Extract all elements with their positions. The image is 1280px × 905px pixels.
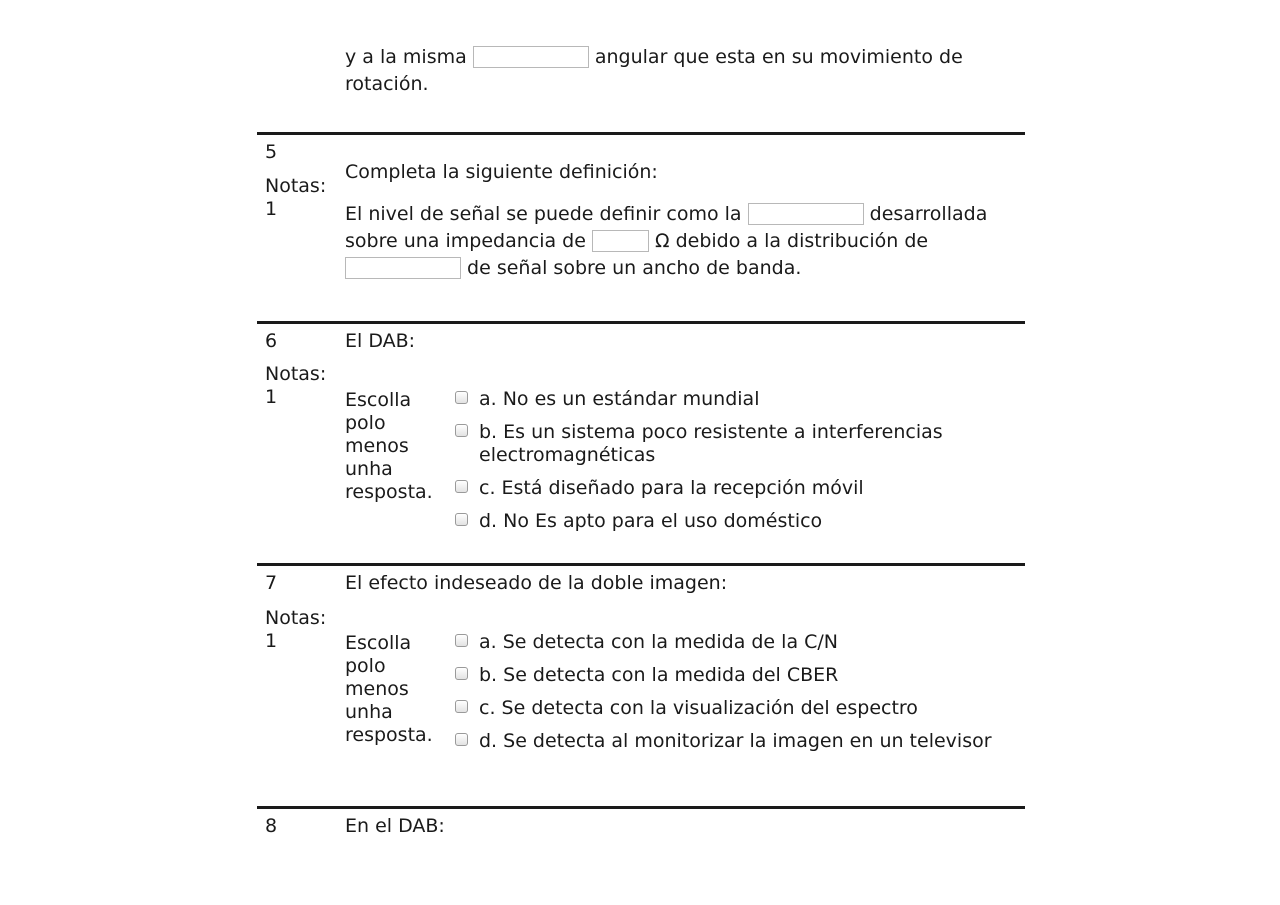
marks-value: 1	[265, 386, 278, 408]
answer-options	[455, 388, 1025, 543]
fill-blank-impedance-input[interactable]	[592, 230, 649, 252]
option-label: b. Es un sistema poco resistente a interferencias electromagnéticas	[479, 421, 943, 466]
fill-text-part-4: de señal sobre un ancho de banda.	[467, 257, 802, 279]
answer-option-d[interactable]	[455, 510, 1025, 533]
fill-text-part-2: desarrollada sobre una impedancia de	[345, 203, 988, 252]
checkbox-icon[interactable]	[455, 634, 468, 647]
marks-value: 1	[265, 630, 278, 652]
marks-label: Notas:	[265, 363, 327, 385]
fill-text-part-3: Ω debido a la distribución de	[655, 230, 929, 252]
question-8	[257, 806, 1025, 904]
answer-prompt: Escolla polo menos unha resposta.	[345, 632, 433, 746]
option-label: d. No Es apto para el uso doméstico	[479, 510, 823, 532]
option-label: b. Se detecta con la medida del CBER	[479, 664, 839, 686]
fill-blank-distribution-input[interactable]	[345, 257, 461, 279]
answer-option-b[interactable]	[455, 664, 1025, 687]
question-5	[257, 132, 1025, 320]
question-text: El efecto indeseado de la doble imagen:	[345, 572, 728, 594]
question-7	[257, 563, 1025, 806]
answer-option-d[interactable]	[455, 730, 1025, 753]
checkbox-icon[interactable]	[455, 667, 468, 680]
option-label: a. No es un estándar mundial	[479, 388, 760, 410]
answer-options	[455, 631, 1025, 763]
checkbox-icon[interactable]	[455, 733, 468, 746]
question-4-fragment	[345, 44, 1015, 98]
fill-text-part-1: El nivel de señal se puede definir como la	[345, 203, 742, 225]
answer-option-b[interactable]	[455, 421, 1025, 467]
question-text: En el DAB:	[345, 815, 445, 837]
definition-fill-text	[345, 201, 1025, 282]
fill-blank-power-input[interactable]	[748, 203, 864, 225]
fragment-blank-input[interactable]	[473, 46, 589, 68]
checkbox-icon[interactable]	[455, 513, 468, 526]
answer-option-c[interactable]	[455, 697, 1025, 720]
marks-value: 1	[265, 198, 278, 220]
option-label: a. Se detecta con la medida de la C/N	[479, 631, 839, 653]
checkbox-icon[interactable]	[455, 391, 468, 404]
answer-prompt: Escolla polo menos unha resposta.	[345, 389, 433, 503]
fragment-text-before: y a la misma	[345, 46, 467, 68]
question-number: 7	[265, 572, 278, 594]
marks-label: Notas:	[265, 607, 327, 629]
answer-option-c[interactable]	[455, 477, 1025, 500]
checkbox-icon[interactable]	[455, 700, 468, 713]
option-label: c. Está diseñado para la recepción móvil	[479, 477, 864, 499]
answer-option-a[interactable]	[455, 388, 1025, 411]
question-number: 6	[265, 330, 278, 352]
marks-label: Notas:	[265, 175, 327, 197]
question-text: El DAB:	[345, 330, 416, 352]
fragment-text-after: angular que esta en su movimiento de rotación.	[345, 46, 963, 95]
question-number: 5	[265, 141, 278, 163]
question-6	[257, 321, 1025, 564]
checkbox-icon[interactable]	[455, 424, 468, 437]
checkbox-icon[interactable]	[455, 480, 468, 493]
option-label: d. Se detecta al monitorizar la imagen en un televisor	[479, 730, 992, 752]
question-number: 8	[265, 815, 278, 837]
question-text: Completa la siguiente definición:	[345, 161, 658, 183]
option-label: c. Se detecta con la visualización del espectro	[479, 697, 918, 719]
answer-option-a[interactable]	[455, 631, 1025, 654]
